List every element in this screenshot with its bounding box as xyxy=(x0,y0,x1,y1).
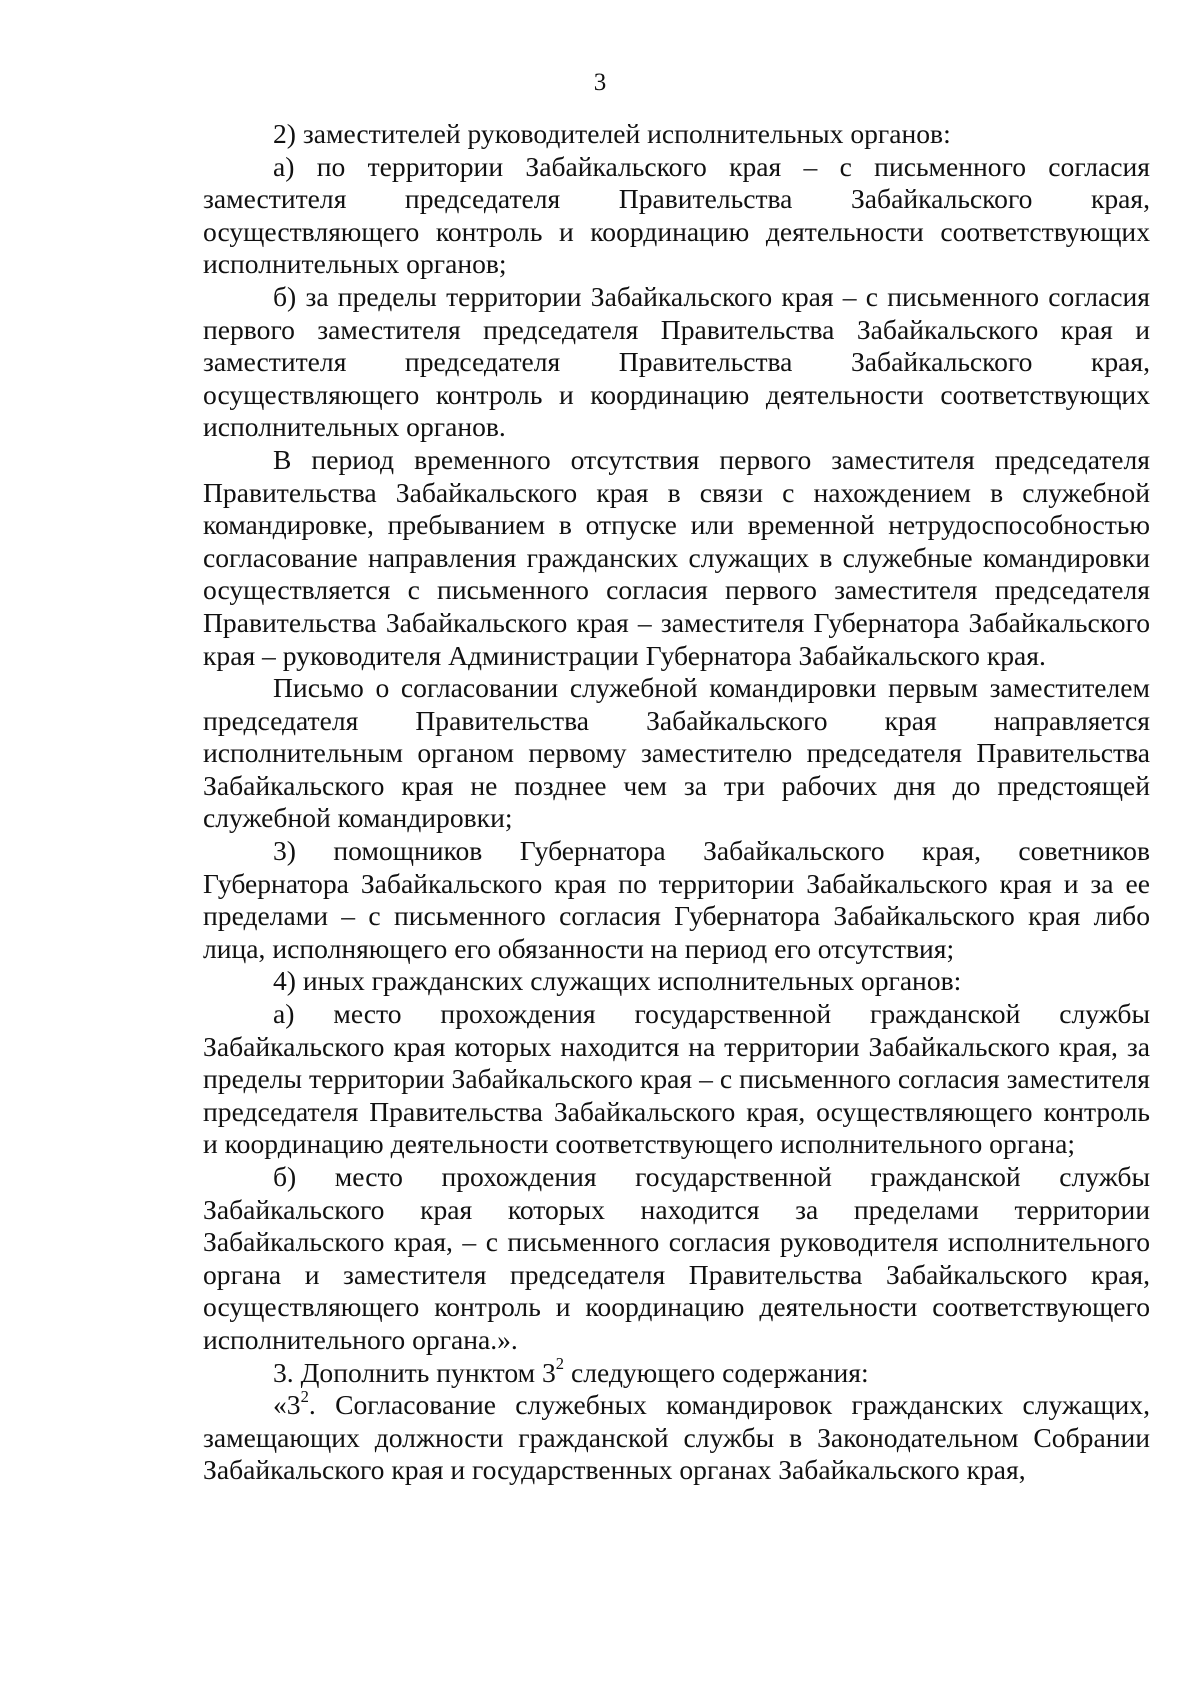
new-point-text-start: «3 xyxy=(273,1389,301,1421)
paragraph-2b-outside-territory: б) за пределы территории Забайкальского края – с письменного согласия первого заместителя председателя Правительства Забайкальского края и заместителя председателя Правительства Забайкальского края, осуществляющего контроль и координацию деятельности соответствующих исполнительных органов. xyxy=(203,280,1150,443)
paragraph-4a-within-territory: а) место прохождения государственной гражданской службы Забайкальского края которых находится на территории Забайкальского края, за пределы территории Забайкальского края – с письменного согласия заместителя председателя Правительства Забайкальского края, осуществляющего контроль и координацию деятельности соответствующего исполнительного органа; xyxy=(203,998,1150,1160)
paragraph-4b-outside-territory: б) место прохождения государственной гражданской службы Забайкальского края которых находится за пределами территории Забайкальского края, – с письменного согласия руководителя исполнительного органа и заместителя председателя Правительства Забайкальского края, осуществляющего контроль и координацию деятельности соответствующего исполнительного органа.». xyxy=(203,1161,1150,1355)
amendment-text-start: 3. Дополнить пунктом 3 xyxy=(273,1356,556,1388)
new-point-text-end: . Согласование служебных командировок гражданских служащих, замещающих должности гражданской службы в Законодательном Собрании Забайкальского края и государственных органах Забайкальского края, xyxy=(203,1389,1150,1486)
superscript-number: 2 xyxy=(555,1353,565,1373)
paragraph-3-assistants: 3) помощников Губернатора Забайкальского края, советников Губернатора Забайкальского края по территории Забайкальского края и за ее пределами – с письменного согласия Губернатора Забайкальского края либо лица, исполняющего его обязанности на период его отсутствия; xyxy=(203,835,1150,964)
superscript-number: 2 xyxy=(300,1386,309,1406)
paragraph-2-deputies: 2) заместителей руководителей исполнительных органов: xyxy=(273,118,951,149)
paragraph-4-other-servants: 4) иных гражданских служащих исполнительных органов: xyxy=(273,965,962,997)
amendment-text-end: следующего содержания: xyxy=(564,1356,869,1388)
paragraph-new-point-3-2 xyxy=(203,1386,1150,1487)
document-body xyxy=(203,118,1150,1487)
paragraph-2a-territory: а) по территории Забайкальского края – с письменного согласия заместителя председателя Правительства Забайкальского края, осуществляющего контроль и координацию деятельности соответствующих исполнительных органов; xyxy=(203,150,1150,280)
page-number: 3 xyxy=(593,69,607,96)
paragraph-amendment-3 xyxy=(203,1353,1150,1390)
paragraph-approval-letter: Письмо о согласовании служебной командировки первым заместителем председателя Правительства Забайкальского края направляется исполнительным органом первому заместителю председателя Правительства Забайкальского края не позднее чем за три рабочих дня до предстоящей служебной командировки; xyxy=(203,672,1150,834)
paragraph-temporary-absence: В период временного отсутствия первого заместителя председателя Правительства Забайкальского края в связи с нахождением в служебной командировке, пребыванием в отпуске или временной нетрудоспособностью согласование направления гражданских служащих в служебные командировки осуществляется с письменного согласия первого заместителя председателя Правительства Забайкальского края – заместителя Губернатора Забайкальского края – руководителя Администрации Губернатора Забайкальского края. xyxy=(203,443,1150,671)
